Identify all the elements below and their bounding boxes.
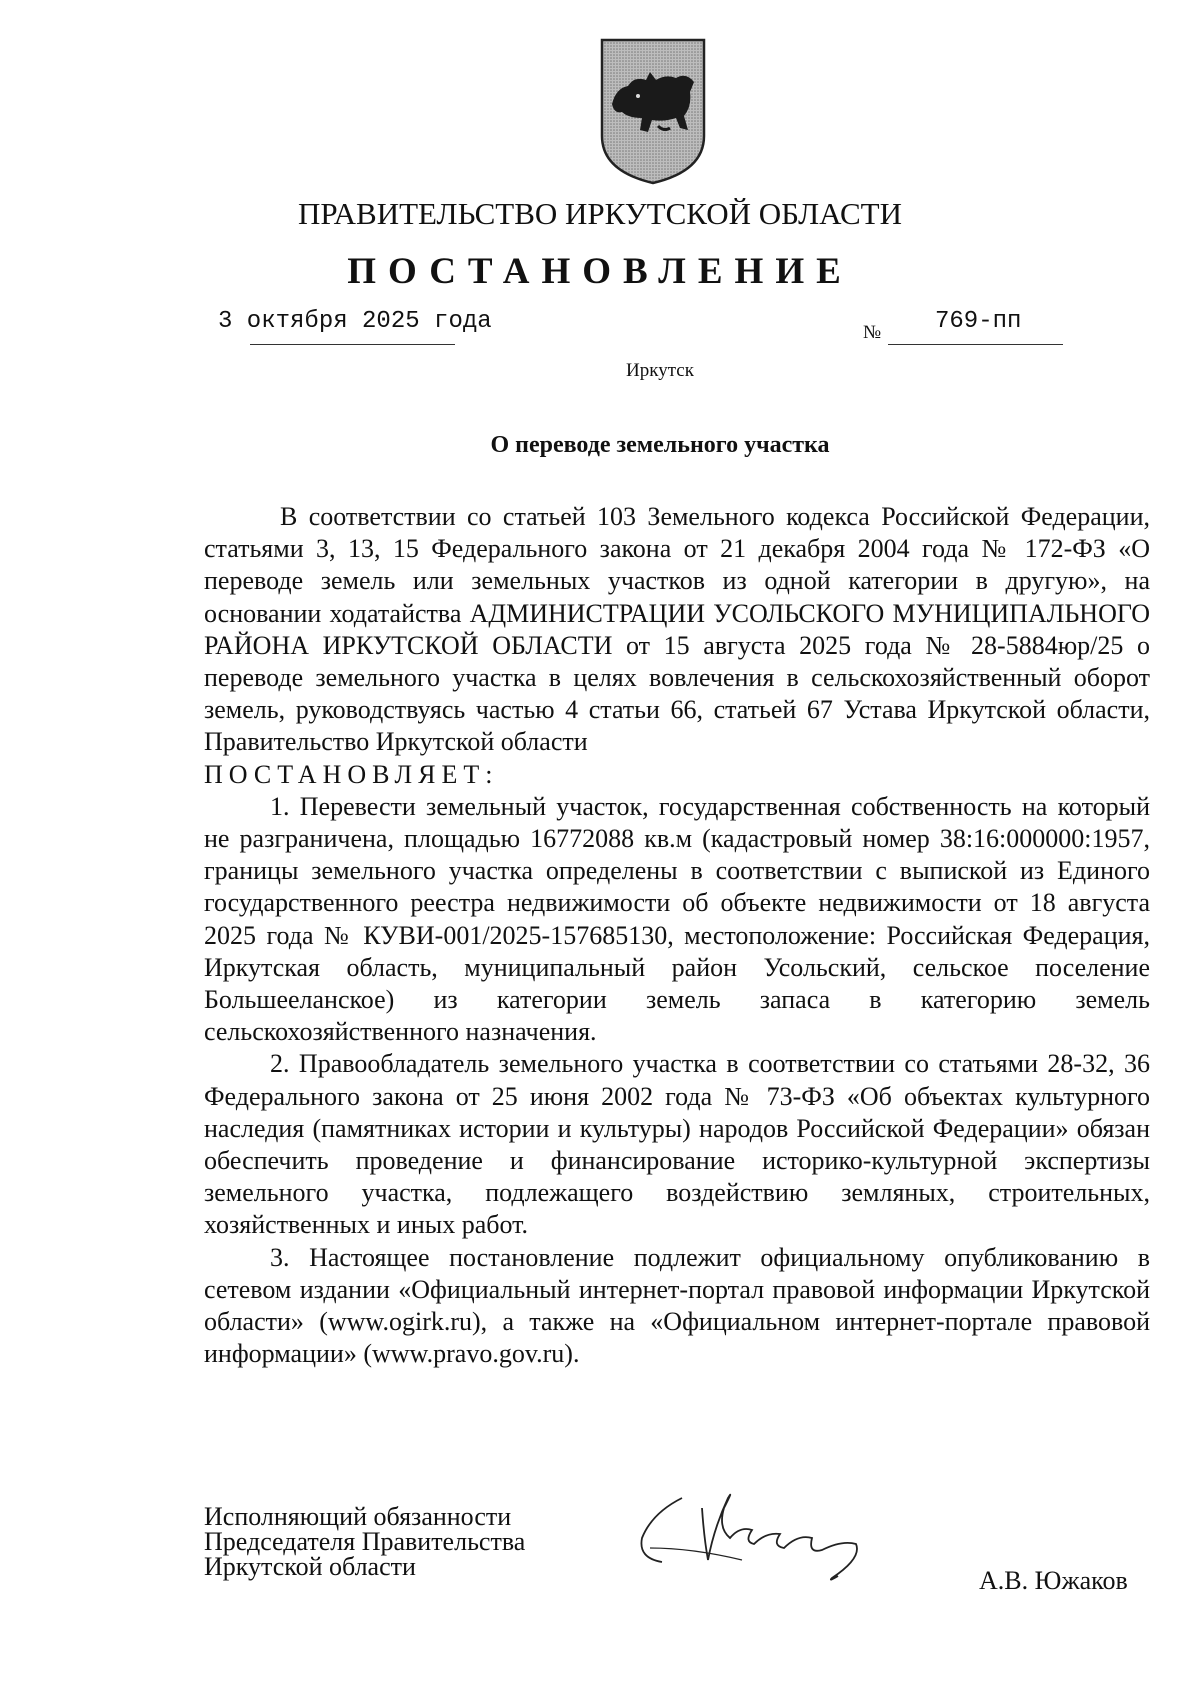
position-line-1: Исполняющий обязанности [204,1502,512,1531]
number-sign: № [863,322,882,343]
document-type-title: ПОСТАНОВЛЕНИЕ [347,251,853,292]
document-subject: О переводе земельного участка [490,432,830,458]
document-number: 769-пп [935,308,1022,335]
document-date: 3 октября 2025 года [218,308,492,335]
city-name: Иркутск [626,360,694,381]
position-line-2: Председателя Правительства [204,1527,526,1556]
preamble-paragraph: В соответствии со статьей 103 Земельного кодекса Российской Федерации, статьями 3, 13, 15 Федерального закона от 21 декабря 2004 года № 172-ФЗ «О переводе земель или земельных участков из одной категории в другую», на основании ходатайства АДМИНИСТРАЦИИ УСОЛЬСКОГО МУНИЦИПАЛЬНОГО РАЙОНА ИРКУТСКОЙ ОБЛАСТИ от 15 августа 2025 года № 28-5884юр/25 о переводе земельного участка в целях вовлечения в сельскохозяйственный оборот земель, руководствуясь частью 4 статьи 66, статьей 67 Устава Иркутской области, Правительство Иркутской области [204,502,1150,757]
date-underline [250,344,455,345]
item-paragraph-3: 3. Настоящее постановление подлежит официальному опубликованию в сетевом издании «Официальный интернет-портал правовой информации Иркутской области» (www.ogirk.ru), а также на «Официальном интернет-портале правовой информации» (www.pravo.gov.ru). [204,1242,1150,1369]
coat-of-arms-emblem [598,36,708,186]
signer-name: А.В. Южаков [979,1566,1128,1595]
position-line-3: Иркутской области [204,1552,416,1581]
handwritten-signature [632,1478,912,1588]
government-name: ПРАВИТЕЛЬСТВО ИРКУТСКОЙ ОБЛАСТИ [297,196,902,231]
item-paragraph-1: 1. Перевести земельный участок, государственная собственность на который не разграничена, площадью 16772088 кв.м (кадастровый номер 38:16:000000:1957, границы земельного участка определены в соответствии с выпиской из Единого государственного реестра недвижимости об объекте недвижимости от 18 августа 2025 года № КУВИ-001/2025-157685130, местоположение: Российская Федерация, Иркутская область, муниципальный район Усольский, сельское поселение Большееланское) из категории земель запаса в категорию земель сельскохозяйственного назначения. [204,791,1150,1047]
resolves-heading: ПОСТАНОВЛЯЕТ: [204,759,499,789]
number-underline [888,344,1063,345]
item-paragraph-2: 2. Правообладатель земельного участка в соответствии со статьями 28-32, 36 Федерального закона от 25 июня 2002 года № 73-ФЗ «Об объектах культурного наследия (памятниках истории и культуры) народов Российской Федерации» обязан обеспечить проведение и финансирование историко-культурной экспертизы земельного участка, подлежащего воздействию земляных, строительных, хозяйственных и иных работ. [204,1049,1150,1240]
document-body [204,501,1150,1370]
signatory-position [204,1504,525,1579]
